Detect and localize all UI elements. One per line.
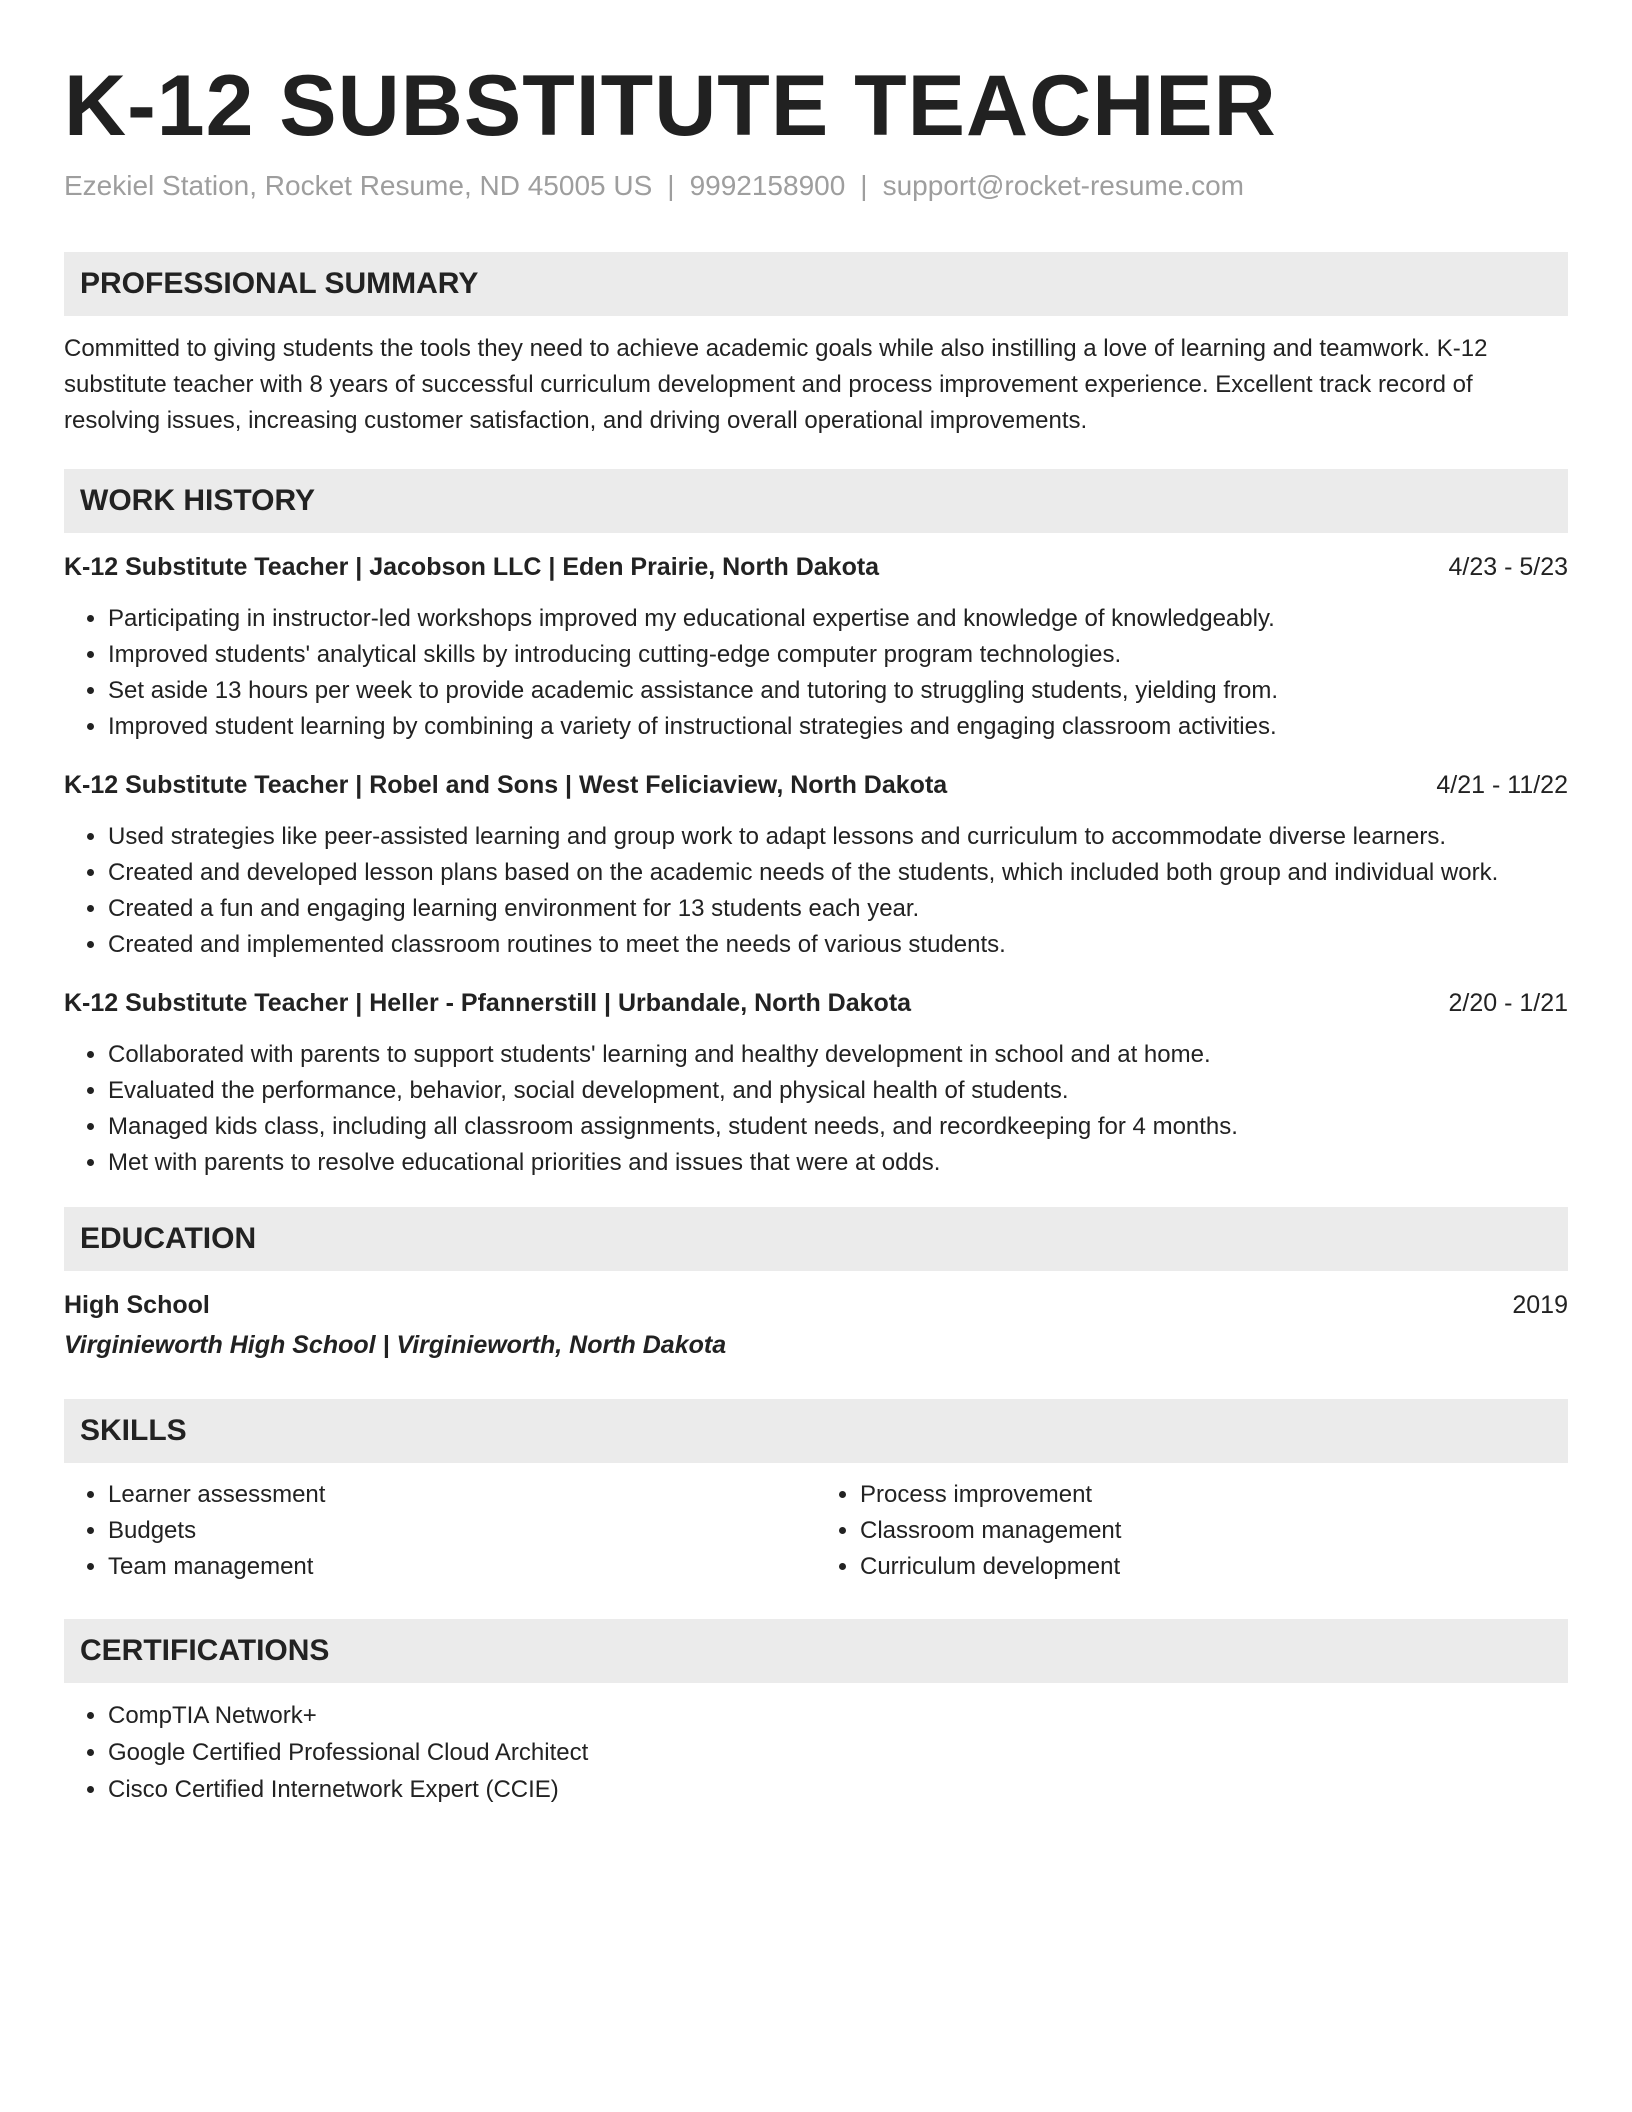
list-item: • Created and implemented classroom routines to meet the needs of various students. (108, 927, 1568, 963)
contact-separator: | (860, 170, 868, 201)
list-item: • Created and developed lesson plans based on the academic needs of the students, which included both group and individual work. (108, 855, 1568, 891)
education-heading (64, 1287, 1568, 1323)
job-bullets (64, 1037, 1568, 1181)
list-item: • Classroom management (860, 1513, 1568, 1549)
section-header-skills: SKILLS (64, 1399, 1568, 1463)
list-item: • CompTIA Network+ (108, 1697, 1568, 1734)
list-item: • Collaborated with parents to support students' learning and healthy development in school and at home. (108, 1037, 1568, 1073)
job-title: K-12 Substitute Teacher | Heller - Pfannerstill | Urbandale, North Dakota (64, 989, 912, 1017)
skills-column-right (816, 1477, 1568, 1585)
certifications-bullets (64, 1697, 1568, 1808)
list-item: • Google Certified Professional Cloud Architect (108, 1734, 1568, 1771)
education-year: 2019 (1512, 1291, 1568, 1319)
list-item: • Curriculum development (860, 1549, 1568, 1585)
job-title: K-12 Substitute Teacher | Jacobson LLC | Eden Prairie, North Dakota (64, 553, 880, 581)
job-dates: 4/21 - 11/22 (1436, 771, 1568, 799)
job-bullets (64, 819, 1568, 963)
job-heading (64, 767, 1568, 803)
section-header-summary: PROFESSIONAL SUMMARY (64, 252, 1568, 316)
job-heading (64, 549, 1568, 585)
resume-name: K-12 SUBSTITUTE TEACHER (64, 58, 1277, 154)
section-header-work-history: WORK HISTORY (64, 469, 1568, 533)
section-header-education: EDUCATION (64, 1207, 1568, 1271)
list-item: • Improved students' analytical skills by introducing cutting-edge computer program technologies. (108, 637, 1568, 673)
contact-line (64, 168, 1568, 204)
education-degree: High School (64, 1291, 210, 1319)
list-item: • Met with parents to resolve educational priorities and issues that were at odds. (108, 1145, 1568, 1181)
list-item: • Evaluated the performance, behavior, social development, and physical health of students. (108, 1073, 1568, 1109)
list-item: • Team management (108, 1549, 816, 1585)
summary-text: Committed to giving students the tools they need to achieve academic goals while also instilling a love of learning and teamwork. K-12 substitute teacher with 8 years of successful curriculum development and process improvement experience. Excellent track record of resolving issues, increasing customer satisfaction, and driving overall operational improvements. (64, 335, 1488, 434)
job-dates: 4/23 - 5/23 (1448, 553, 1568, 581)
skills-grid (64, 1477, 1568, 1585)
list-item: • Cisco Certified Internetwork Expert (CCIE) (108, 1771, 1568, 1808)
list-item: • Participating in instructor-led workshops improved my educational expertise and knowledge of knowledgeably. (108, 601, 1568, 637)
list-item: • Learner assessment (108, 1477, 816, 1513)
job-heading (64, 985, 1568, 1021)
list-item: • Managed kids class, including all classroom assignments, student needs, and recordkeeping for 4 months. (108, 1109, 1568, 1145)
contact-phone: 9992158900 (689, 170, 846, 201)
list-item: • Set aside 13 hours per week to provide academic assistance and tutoring to struggling students, yielding from. (108, 673, 1568, 709)
list-item: • Budgets (108, 1513, 816, 1549)
skills-column-left (64, 1477, 816, 1585)
section-header-certifications: CERTIFICATIONS (64, 1619, 1568, 1683)
contact-separator: | (667, 170, 675, 201)
list-item: • Improved student learning by combining a variety of instructional strategies and engaging classroom activities. (108, 709, 1568, 745)
job-bullets (64, 601, 1568, 745)
list-item: • Used strategies like peer-assisted learning and group work to adapt lessons and curriculum to accommodate diverse learners. (108, 819, 1568, 855)
certifications-list (64, 1697, 1568, 1808)
list-item: • Process improvement (860, 1477, 1568, 1513)
contact-address: Ezekiel Station, Rocket Resume, ND 45005 US (64, 170, 653, 201)
job-dates: 2/20 - 1/21 (1448, 989, 1568, 1017)
contact-email: support@rocket-resume.com (882, 170, 1245, 201)
education-school: Virginieworth High School | Virginieworth, North Dakota (64, 1331, 727, 1359)
job-title: K-12 Substitute Teacher | Robel and Sons | West Feliciaview, North Dakota (64, 771, 948, 799)
list-item: • Created a fun and engaging learning environment for 13 students each year. (108, 891, 1568, 927)
